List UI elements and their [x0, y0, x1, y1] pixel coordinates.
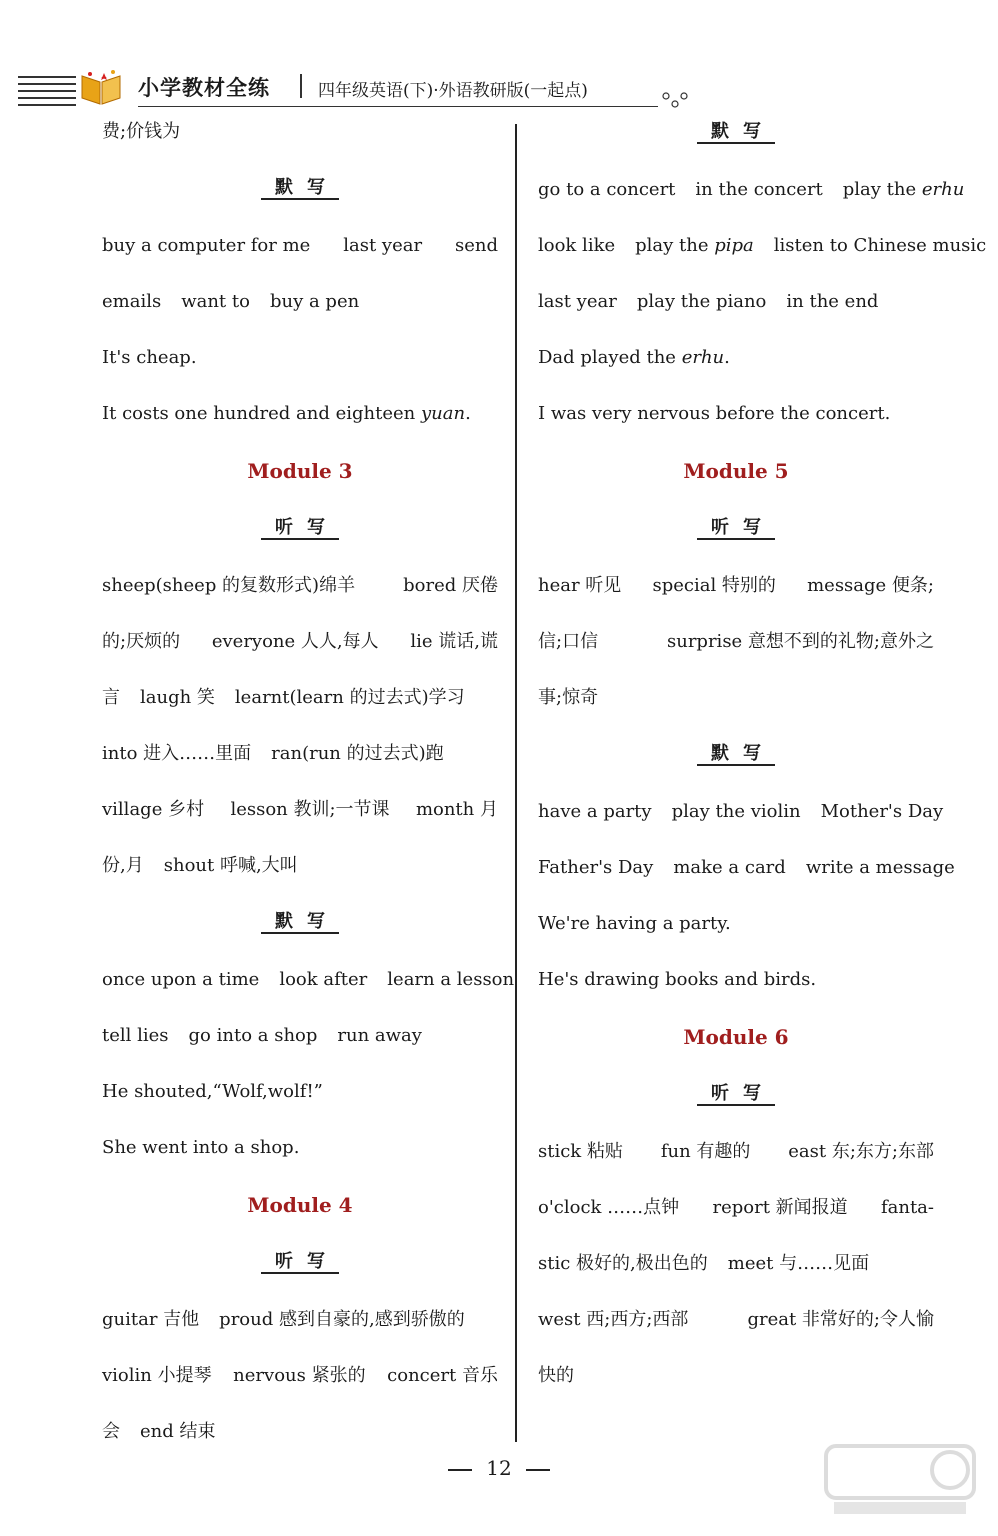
text-line: look like play the pipa listen to Chinese music — [538, 235, 987, 256]
text-line: 信;口信 surprise 意想不到的礼物;意外之 — [538, 631, 934, 652]
header-underline — [138, 106, 658, 107]
text-line: violin 小提琴 nervous 紧张的 concert 音乐 — [102, 1365, 498, 1386]
module-heading: Module 5 — [683, 459, 789, 483]
header-separator — [300, 74, 302, 98]
section-heading-dictation: 默写 — [102, 910, 498, 934]
text-line: It's cheap. — [102, 347, 197, 368]
text-line: guitar 吉他 proud 感到自豪的,感到骄傲的 — [102, 1309, 465, 1330]
text-line: 事;惊奇 — [538, 687, 599, 708]
text-line: o'clock ……点钟 report 新闻报道 fanta- — [538, 1197, 934, 1218]
text-line: Father's Day make a card write a message — [538, 857, 955, 878]
text-line: have a party play the violin Mother's Day — [538, 801, 944, 822]
text-line: into 进入……里面 ran(run 的过去式)跑 — [102, 743, 444, 764]
text-line: go to a concert in the concert play the erhu — [538, 179, 965, 200]
text-line: sheep(sheep 的复数形式)绵羊 bored 厌倦 — [102, 575, 498, 596]
watermark-logo-icon — [820, 1440, 980, 1520]
page-number: 12 — [0, 1456, 998, 1480]
column-divider — [515, 124, 517, 1442]
text-line: village 乡村 lesson 教训;一节课 month 月 — [102, 799, 498, 820]
text-line: buy a computer for me last year send — [102, 235, 498, 256]
text-line: once upon a time look after learn a lesson — [102, 969, 515, 990]
text-line: 费;价钱为 — [102, 121, 181, 142]
section-heading-dictation: 默写 — [102, 176, 498, 200]
text-line: west 西;西方;西部 great 非常好的;令人愉 — [538, 1309, 934, 1330]
brand-title: 小学教材全练 — [138, 75, 270, 100]
section-heading-dictation: 默写 — [538, 742, 934, 766]
text-line: He shouted,“Wolf,wolf!” — [102, 1081, 323, 1102]
text-line: 言 laugh 笑 learnt(learn 的过去式)学习 — [102, 687, 465, 708]
section-heading-listening: 听写 — [538, 1082, 934, 1106]
module-heading: Module 3 — [247, 459, 353, 483]
text-line: Dad played the erhu. — [538, 347, 730, 368]
ornament-icon — [660, 88, 690, 112]
book-logo-icon — [78, 68, 124, 108]
text-line: 的;厌烦的 everyone 人人,每人 lie 谎话,谎 — [102, 631, 498, 652]
text-line: 快的 — [538, 1365, 574, 1386]
book-subtitle: 四年级英语(下)·外语教研版(一起点) — [318, 81, 588, 101]
text-line: 会 end 结束 — [102, 1421, 216, 1442]
text-line: We're having a party. — [538, 913, 731, 934]
header-stripes — [18, 76, 76, 111]
text-line: I was very nervous before the concert. — [538, 403, 891, 424]
right-column — [538, 120, 987, 1420]
text-line: 份,月 shout 呼喊,大叫 — [102, 855, 298, 876]
text-line: stick 粘贴 fun 有趣的 east 东;东方;东部 — [538, 1141, 934, 1162]
module-heading: Module 4 — [247, 1193, 353, 1217]
text-line: She went into a shop. — [102, 1137, 300, 1158]
text-line: It costs one hundred and eighteen yuan. — [102, 403, 471, 424]
text-line: tell lies go into a shop run away — [102, 1025, 422, 1046]
section-heading-listening: 听写 — [538, 516, 934, 540]
section-heading-dictation: 默写 — [538, 120, 934, 144]
section-heading-listening: 听写 — [102, 516, 498, 540]
page-header — [0, 62, 998, 114]
section-heading-listening: 听写 — [102, 1250, 498, 1274]
text-line: stic 极好的,极出色的 meet 与……见面 — [538, 1253, 870, 1274]
text-line: last year play the piano in the end — [538, 291, 879, 312]
text-line: hear 听见 special 特别的 message 便条; — [538, 575, 934, 596]
text-line: emails want to buy a pen — [102, 291, 360, 312]
text-line: He's drawing books and birds. — [538, 969, 817, 990]
module-heading: Module 6 — [683, 1025, 789, 1049]
